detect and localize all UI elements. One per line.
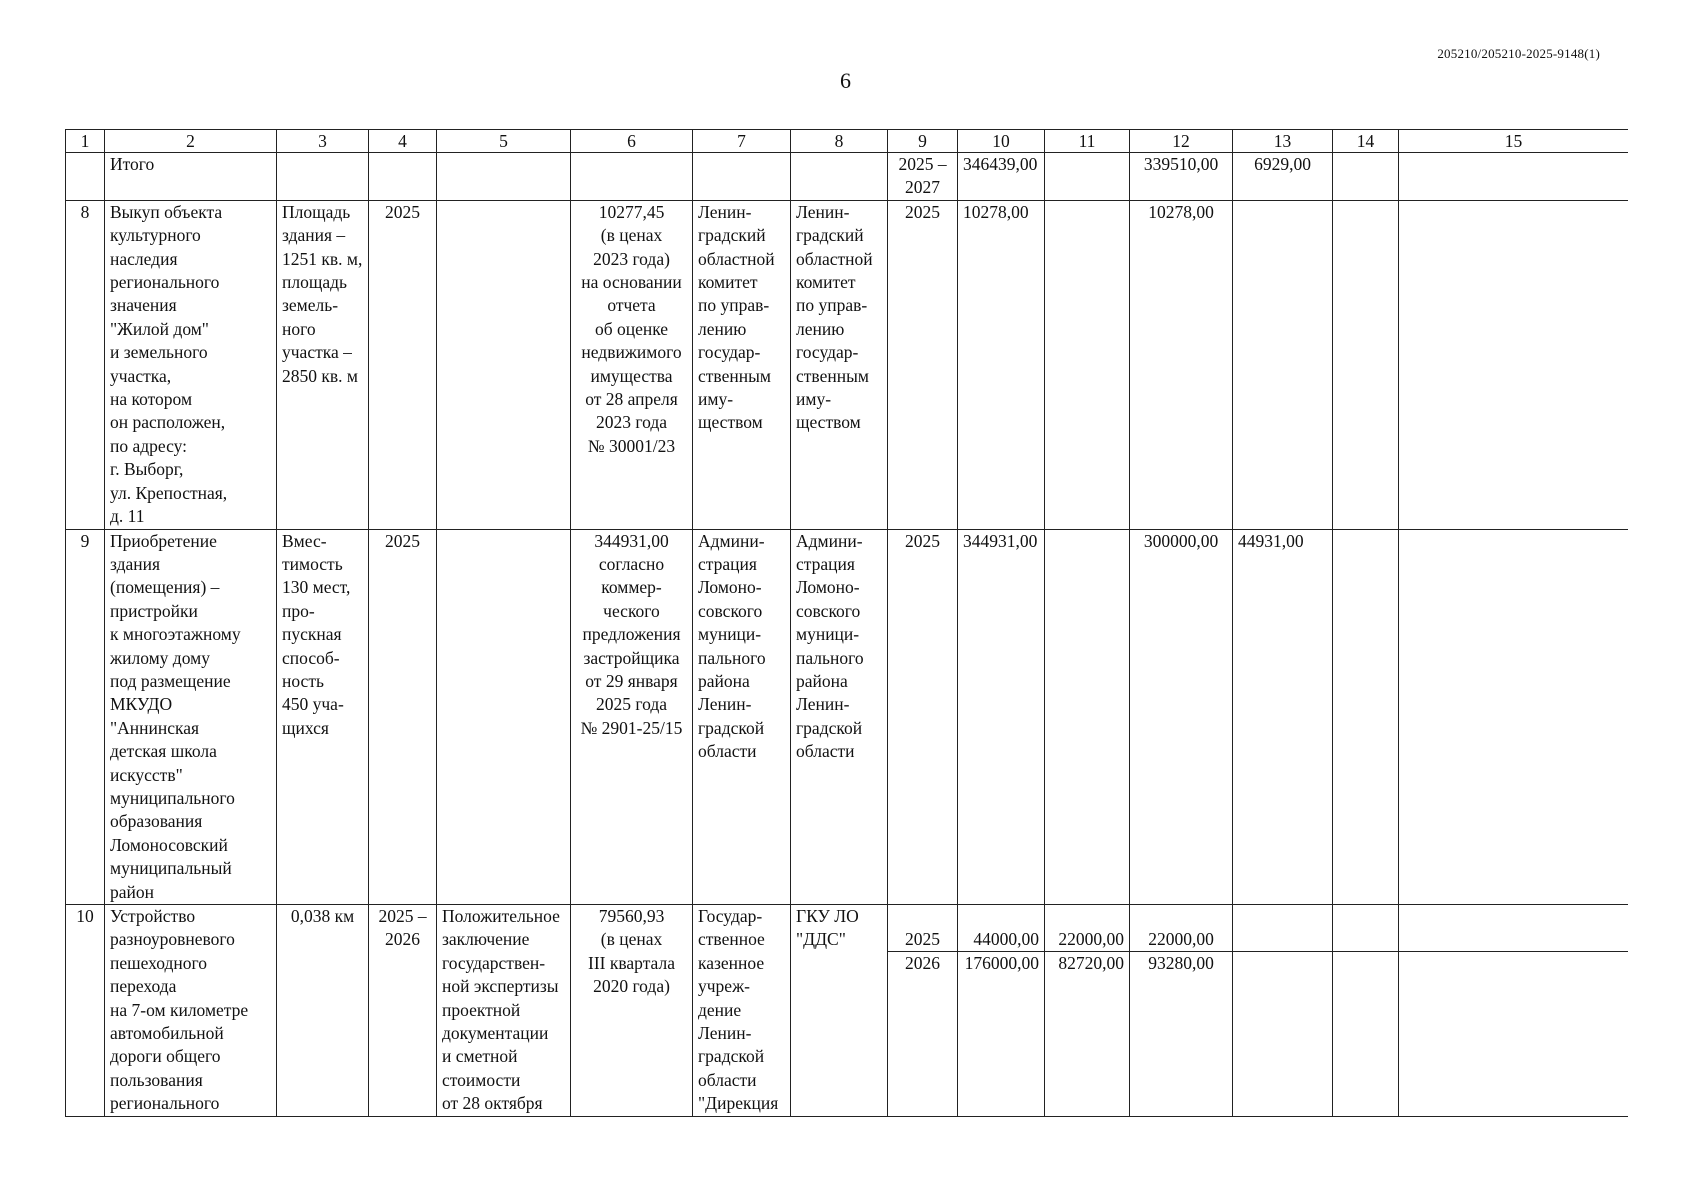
table-row-8 [66, 200, 1629, 529]
object-customer: Админи- страция Ломоно- совского муници- пального района Ленин- градской области [693, 529, 791, 905]
object-years-split [888, 905, 958, 1117]
cell-cost [571, 153, 693, 201]
cell-customer [693, 153, 791, 201]
header-cell: 11 [1045, 130, 1130, 153]
header-cell: 15 [1399, 130, 1629, 153]
object-col12: 93280,00 [1148, 953, 1214, 974]
object-col13 [1233, 928, 1332, 952]
object-total-split [958, 905, 1045, 1117]
row-number: 9 [66, 529, 105, 905]
row-number: 8 [66, 200, 105, 529]
cell-capacity [277, 153, 369, 201]
header-cell: 12 [1130, 130, 1233, 153]
cell-executor [791, 153, 888, 201]
header-cell: 4 [369, 130, 437, 153]
object-total: 44000,00 [958, 928, 1044, 952]
object-capacity: Площадь здания – 1251 кв. м, площадь земель- ного участка – 2850 кв. м [277, 200, 369, 529]
object-cost: 79560,93 (в ценах III квартала 2020 года) [571, 905, 693, 1117]
object-year: 2026 [905, 953, 940, 974]
column-number-row [66, 130, 1629, 153]
object-total: 176000,00 [964, 953, 1039, 974]
object-col13: 44931,00 [1233, 529, 1333, 905]
table-row-9 [66, 529, 1629, 905]
object-name: Приобретение здания (помещения) – пристройки к многоэтажному жилому дому под размещение МКУДО "Аннинская детская школа искусств" муниципального образования Ломоносовский муниципальный район [105, 529, 277, 905]
page-number: 6 [840, 68, 851, 93]
object-capacity: 0,038 км [277, 905, 369, 1117]
object-total: 10278,00 [958, 200, 1045, 529]
object-col14 [1333, 928, 1398, 952]
object-year: 2025 [888, 200, 958, 529]
itogo-col15 [1399, 153, 1629, 201]
header-cell: 10 [958, 130, 1045, 153]
object-col15-split [1399, 905, 1629, 1117]
object-year: 2025 [888, 928, 957, 952]
object-executor: Ленин- градский областной комитет по управ- лению государ- ственным иму- ществом [791, 200, 888, 529]
object-col11-split [1045, 905, 1130, 1117]
itogo-label: Итого [105, 153, 277, 201]
cell-doc [437, 153, 571, 201]
header-cell: 6 [571, 130, 693, 153]
itogo-total: 346439,00 [958, 153, 1045, 201]
object-col14 [1333, 200, 1399, 529]
object-col11: 82720,00 [1058, 953, 1124, 974]
object-cost: 10277,45 (в ценах 2023 года) на основании отчета об оценке недвижимого имущества от 28 апреля 2023 года № 30001/23 [571, 200, 693, 529]
object-col13 [1233, 200, 1333, 529]
object-period: 2025 – 2026 [369, 905, 437, 1117]
object-total: 344931,00 [958, 529, 1045, 905]
header-cell: 9 [888, 130, 958, 153]
object-name: Устройство разноуровневого пешеходного перехода на 7-ом километре автомобильной дороги общего пользования регионального [105, 905, 277, 1117]
object-col11 [1045, 200, 1130, 529]
object-customer: Ленин- градский областной комитет по управ- лению государ- ственным иму- ществом [693, 200, 791, 529]
header-cell: 8 [791, 130, 888, 153]
object-col15 [1399, 200, 1629, 529]
object-col11: 22000,00 [1045, 928, 1129, 952]
object-col11 [1045, 529, 1130, 905]
itogo-col14 [1333, 153, 1399, 201]
document-code: 205210/205210-2025-9148(1) [1437, 46, 1600, 61]
table-row-10 [66, 905, 1629, 1117]
row-number [66, 153, 105, 201]
object-col12: 22000,00 [1130, 928, 1232, 952]
object-col12: 10278,00 [1130, 200, 1233, 529]
header-cell: 1 [66, 130, 105, 153]
investment-table-wrapper [65, 129, 1628, 1121]
itogo-col11 [1045, 153, 1130, 201]
object-col14-split [1333, 905, 1399, 1117]
header-cell: 14 [1333, 130, 1399, 153]
object-doc [437, 529, 571, 905]
table-row-itogo [66, 153, 1629, 201]
itogo-years: 2025 – 2027 [888, 153, 958, 201]
object-executor: Админи- страция Ломоно- совского муници- пального района Ленин- градской области [791, 529, 888, 905]
itogo-col12: 339510,00 [1130, 153, 1233, 201]
object-cost: 344931,00 согласно коммер- ческого предложения застройщика от 29 января 2025 года № 2901-25/15 [571, 529, 693, 905]
header-cell: 5 [437, 130, 571, 153]
object-col14 [1333, 529, 1399, 905]
object-col15 [1399, 928, 1628, 952]
object-customer: Государ- ственное казенное учреж- дение Ленин- градской области "Дирекция [693, 905, 791, 1117]
object-doc: Положительное заключение государствен- ной экспертизы проектной документации и сметной стоимости от 28 октября [437, 905, 571, 1117]
header-cell: 2 [105, 130, 277, 153]
object-executor: ГКУ ЛО "ДДС" [791, 905, 888, 1117]
header-cell: 7 [693, 130, 791, 153]
object-period: 2025 [369, 529, 437, 905]
object-col13-split [1233, 905, 1333, 1117]
object-col12-split [1130, 905, 1233, 1117]
itogo-col13: 6929,00 [1233, 153, 1333, 201]
object-capacity: Вмес- тимость 130 мест, про- пускная способ- ность 450 уча- щихся [277, 529, 369, 905]
object-doc [437, 200, 571, 529]
cell-period [369, 153, 437, 201]
object-col15 [1399, 529, 1629, 905]
object-name: Выкуп объекта культурного наследия регионального значения "Жилой дом" и земельного участка, на котором он расположен, по адресу: г. Выборг, ул. Крепостная, д. 11 [105, 200, 277, 529]
object-col12: 300000,00 [1130, 529, 1233, 905]
header-cell: 13 [1233, 130, 1333, 153]
row-number: 10 [66, 905, 105, 1117]
header-cell: 3 [277, 130, 369, 153]
object-period: 2025 [369, 200, 437, 529]
investment-table [65, 129, 1628, 1117]
object-year: 2025 [888, 529, 958, 905]
